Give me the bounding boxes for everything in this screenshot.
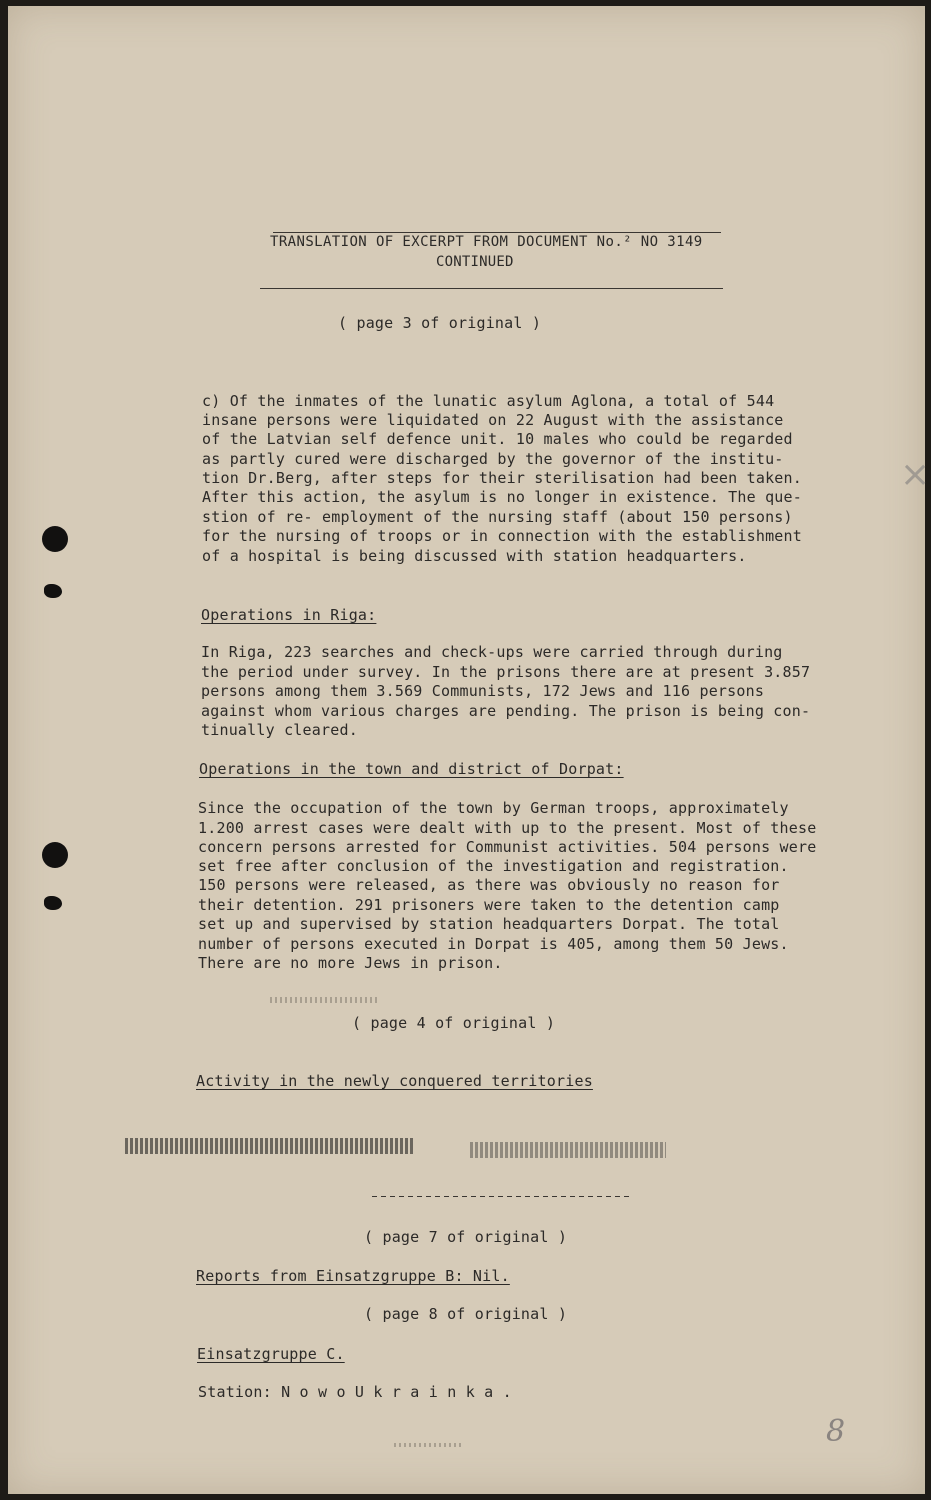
text-line: their detention. 291 prisoners were taken to the detention camp — [198, 896, 780, 914]
faint-marking — [394, 1443, 464, 1447]
text-line: set free after conclusion of the investigation and registration. — [198, 857, 789, 875]
pencil-x-mark: × — [900, 454, 931, 495]
section-heading-riga: Operations in Riga: — [201, 606, 377, 624]
text-line: c) Of the inmates of the lunatic asylum Aglona, a total of 544 — [202, 392, 775, 410]
text-line: set up and supervised by station headquarters Dorpat. The total — [198, 915, 780, 933]
header-rule-top — [273, 232, 721, 233]
text-line: tion Dr.Berg, after steps for their sterilisation had been taken. — [202, 469, 802, 487]
text-line: the period under survey. In the prisons there are at present 3.857 — [201, 663, 811, 681]
document-title: TRANSLATION OF EXCERPT FROM DOCUMENT No.² NO 3149 — [270, 234, 703, 250]
document-page — [8, 6, 931, 1494]
text-line: In Riga, 223 searches and check-ups were carried through during — [201, 643, 783, 661]
redaction-scribble — [125, 1138, 415, 1154]
text-line: as partly cured were discharged by the governor of the institu- — [202, 450, 784, 468]
text-line: 150 persons were released, as there was obviously no reason for — [198, 876, 780, 894]
text-line: against whom various charges are pending. The prison is being con- — [201, 702, 811, 720]
header-rule-bottom — [260, 288, 723, 289]
section-heading-activity: Activity in the newly conquered territories — [196, 1072, 593, 1090]
text-line: of a hospital is being discussed with station headquarters. — [202, 547, 747, 565]
punch-tear — [44, 896, 62, 910]
text-line: After this action, the asylum is no longer in existence. The que- — [202, 488, 802, 506]
text-line: Since the occupation of the town by German troops, approximately — [198, 799, 789, 817]
station-line: Station: N o w o U k r a i n k a . — [198, 1383, 512, 1401]
text-line: persons among them 3.569 Communists, 172 Jews and 116 persons — [201, 682, 765, 700]
punch-tear — [44, 584, 62, 598]
text-line: tinually cleared. — [201, 721, 358, 739]
text-line: concern persons arrested for Communist activities. 504 persons were — [198, 838, 817, 856]
punch-hole — [42, 526, 68, 552]
einsatzgruppe-heading: Einsatzgruppe C. — [197, 1345, 345, 1363]
page-marker: ( page 3 of original ) — [338, 314, 542, 332]
section-heading-dorpat: Operations in the town and district of Dorpat: — [199, 760, 624, 778]
punch-hole — [42, 842, 68, 868]
reports-line: Reports from Einsatzgruppe B: Nil. — [196, 1267, 510, 1285]
section-divider — [372, 1196, 630, 1197]
page-marker: ( page 7 of original ) — [364, 1228, 568, 1246]
handwritten-page-number: 8 — [826, 1414, 846, 1449]
text-line: for the nursing of troops or in connection with the establishment — [202, 527, 802, 545]
text-line: There are no more Jews in prison. — [198, 954, 503, 972]
text-line: insane persons were liquidated on 22 August with the assistance — [202, 411, 784, 429]
page-marker: ( page 8 of original ) — [364, 1305, 568, 1323]
document-subtitle: CONTINUED — [436, 254, 514, 270]
page-marker: ( page 4 of original ) — [352, 1014, 556, 1032]
faint-marking — [270, 997, 380, 1003]
text-line: 1.200 arrest cases were dealt with up to the present. Most of these — [198, 819, 817, 837]
text-line: of the Latvian self defence unit. 10 males who could be regarded — [202, 430, 793, 448]
text-line: stion of re- employment of the nursing staff (about 150 persons) — [202, 508, 793, 526]
text-line: number of persons executed in Dorpat is 405, among them 50 Jews. — [198, 935, 789, 953]
redaction-scribble — [470, 1142, 666, 1158]
